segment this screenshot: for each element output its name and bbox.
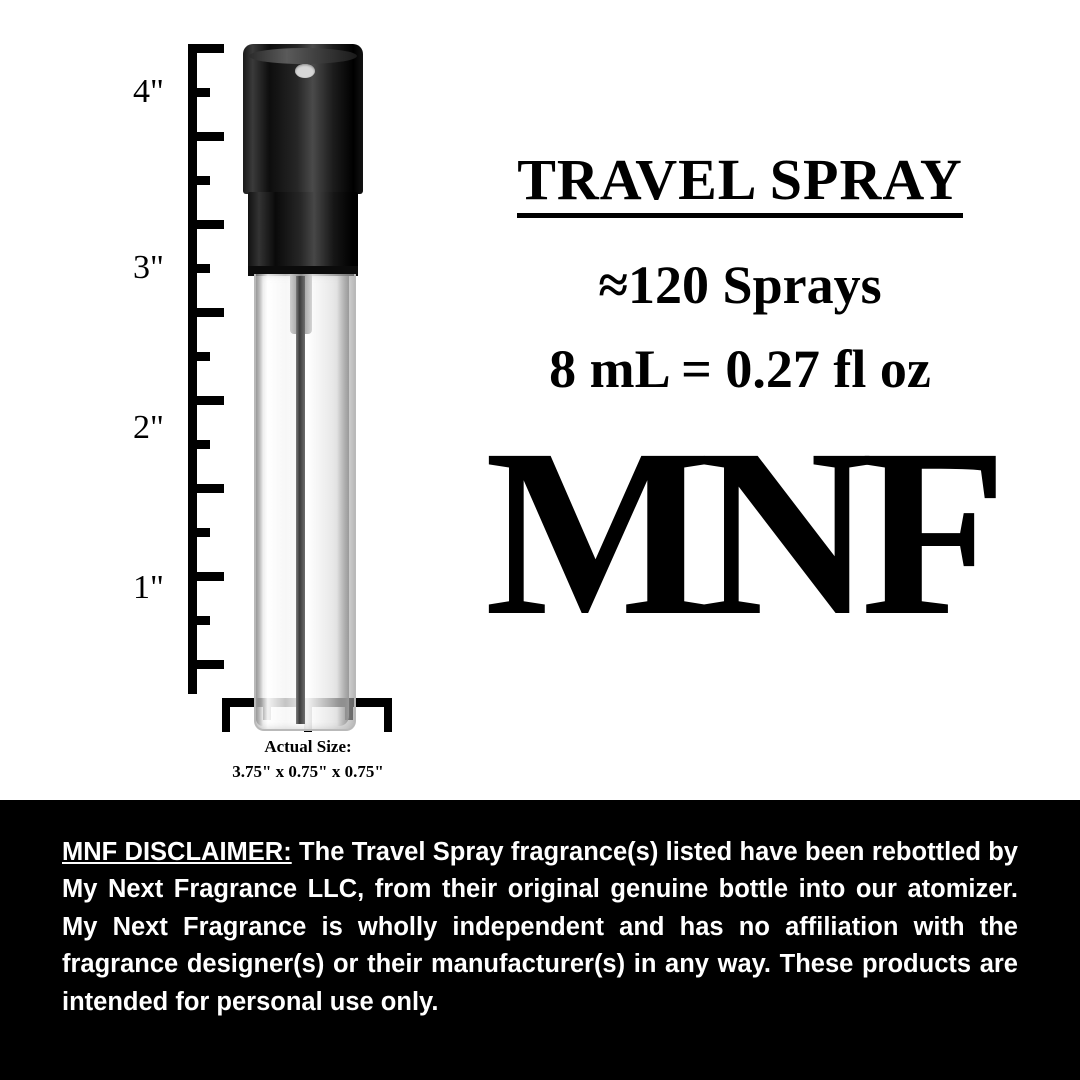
ruler-tick-minor: [188, 440, 210, 449]
ruler-tick-major: [188, 308, 224, 317]
ruler-tick-minor: [188, 176, 210, 185]
spray-count: ≈120 Sprays: [598, 254, 882, 315]
ruler-tick-major: [188, 44, 224, 53]
ruler-tick-minor: [188, 352, 210, 361]
ruler-tick-major: [188, 572, 224, 581]
ruler-label-1in: 1": [133, 569, 164, 606]
ruler-tick-major: [188, 396, 224, 405]
ruler-tick-minor: [188, 616, 210, 625]
ruler-tick-major: [188, 132, 224, 141]
ruler-tick-minor: [188, 88, 210, 97]
bottle-collar: [248, 192, 358, 274]
actual-size-caption: [200, 735, 416, 784]
glass-right-edge: [337, 276, 349, 726]
actual-size-heading: Actual Size:: [264, 737, 352, 756]
mnf-logo: MNF: [484, 398, 996, 665]
ruler-tick-major: [188, 484, 224, 493]
ruler-htick-major: [222, 698, 230, 732]
actual-size-value: 3.75" x 0.75" x 0.75": [232, 761, 384, 781]
disclaimer-text: [62, 834, 1018, 1021]
size-reference-area: [0, 0, 460, 800]
dip-tube: [296, 276, 305, 724]
disclaimer-body: The Travel Spray fragrance(s) listed have been rebottled by My Next Fragrance LLC, from their original genuine bottle into our atomizer. My Next Fragrance is wholly independent and has no affiliation with the fragrance designer(s) or their manufacturer(s) in any way. These products are intended for personal use only.: [62, 838, 1018, 1016]
volume-text: 8 mL = 0.27 fl oz: [549, 338, 931, 399]
disclaimer-label: MNF DISCLAIMER:: [62, 838, 292, 866]
glass-left-edge: [256, 276, 263, 726]
travel-spray-bottle: [243, 44, 363, 689]
ruler-htick-major: [384, 698, 392, 732]
ruler-tick-major: [188, 220, 224, 229]
ruler-label-4in: 4": [133, 73, 164, 110]
ruler-label-2in: 2": [133, 409, 164, 446]
ruler-tick-minor: [188, 264, 210, 273]
cap-nozzle-hole: [295, 64, 315, 78]
product-info-block: [420, 40, 1060, 780]
ruler-tick-major: [188, 660, 224, 669]
ruler-tick-minor: [188, 528, 210, 537]
bottle-cap: [243, 44, 363, 194]
ruler-label-3in: 3": [133, 249, 164, 286]
cap-highlight: [249, 48, 357, 64]
product-title: TRAVEL SPRAY: [517, 150, 963, 218]
disclaimer-bar: [0, 800, 1080, 1080]
vertical-ruler-spine: [188, 44, 197, 694]
